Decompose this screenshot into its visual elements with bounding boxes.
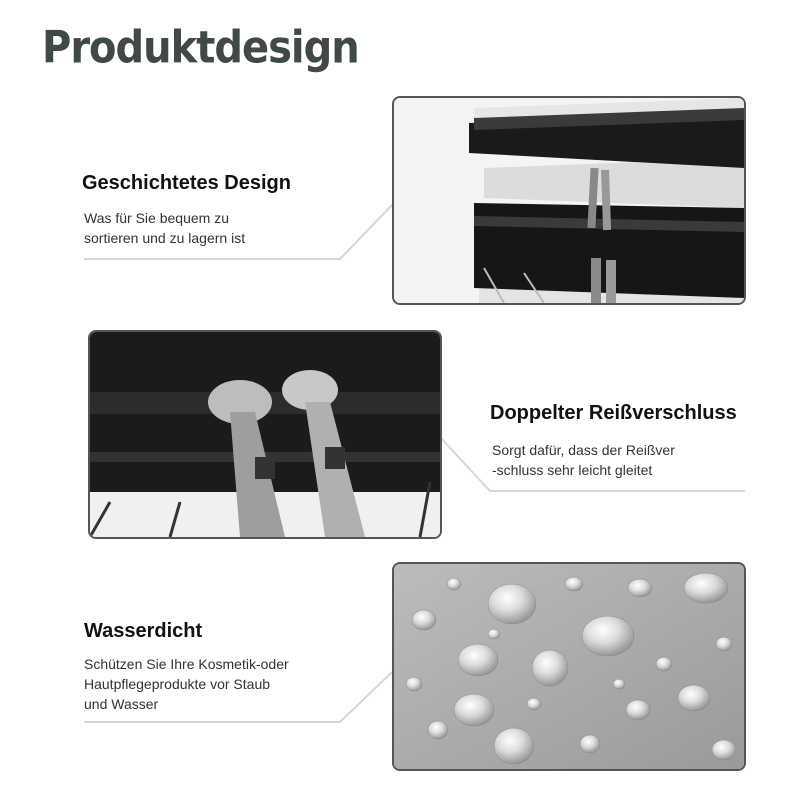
feature-title-waterproof: Wasserdicht bbox=[84, 620, 203, 642]
feature-desc-waterproof bbox=[84, 654, 289, 714]
feature-desc-line: Was für Sie bequem zu bbox=[84, 210, 229, 226]
double-zipper-photo bbox=[88, 330, 442, 539]
layered-bag-photo bbox=[392, 96, 746, 305]
feature-desc-zipper bbox=[492, 440, 675, 480]
water-droplets-photo bbox=[392, 562, 746, 771]
feature-desc-layered bbox=[84, 208, 245, 248]
feature-title-layered: Geschichtetes Design bbox=[82, 172, 291, 194]
feature-desc-line: und Wasser bbox=[84, 696, 159, 712]
page-title: Produktdesign bbox=[42, 22, 359, 74]
layered-bag-icon bbox=[394, 98, 744, 303]
feature-desc-line: -schluss sehr leicht gleitet bbox=[492, 462, 653, 478]
feature-desc-line: Hautpflegeprodukte vor Staub bbox=[84, 676, 271, 692]
water-droplets-icon bbox=[394, 564, 744, 769]
feature-desc-line: Schützen Sie Ihre Kosmetik-oder bbox=[84, 656, 289, 672]
feature-desc-line: sortieren und zu lagern ist bbox=[84, 230, 246, 246]
feature-title-zipper: Doppelter Reißverschluss bbox=[490, 402, 737, 424]
feature-desc-line: Sorgt dafür, dass der Reißver bbox=[492, 442, 675, 458]
double-zipper-icon bbox=[90, 332, 440, 537]
